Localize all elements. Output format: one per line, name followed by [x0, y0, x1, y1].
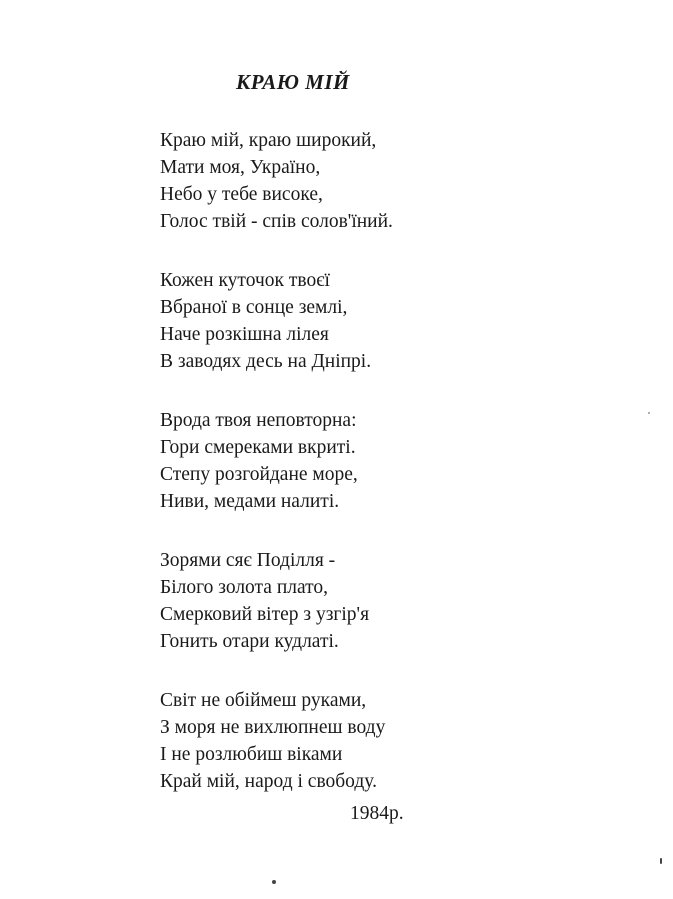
- scan-speck: [272, 880, 276, 884]
- poem-date: 1984р.: [350, 803, 404, 824]
- stanza-3: [160, 407, 580, 515]
- poem-line: Голос твій - спів солов'їний.: [160, 211, 393, 232]
- scan-speck: [648, 412, 650, 414]
- poem-line: Степу розгойдане море,: [160, 464, 358, 485]
- scan-speck: [660, 858, 662, 864]
- poem-line: Світ не обіймеш руками,: [160, 690, 367, 711]
- poem-line: В заводях десь на Дніпрі.: [160, 351, 372, 372]
- poem-line: Краю мій, краю широкий,: [160, 130, 377, 151]
- poem-line: Вбраної в сонце землі,: [160, 297, 348, 318]
- stanza-1: [160, 127, 580, 235]
- poem-line: Наче розкішна лілея: [160, 324, 329, 345]
- poem-line: Врода твоя неповторна:: [160, 410, 357, 431]
- poem-line: Зорями сяє Поділля -: [160, 550, 336, 571]
- poem-line: Край мій, народ і свободу.: [160, 771, 377, 792]
- poem-line: Білого золота плато,: [160, 577, 329, 598]
- poem-body: [160, 127, 580, 827]
- poem-line: Небо у тебе високе,: [160, 184, 323, 205]
- poem-line: З моря не вихлюпнеш воду: [160, 717, 386, 738]
- poem-line: Ниви, медами налиті.: [160, 491, 340, 512]
- poem-line: Кожен куточок твоєї: [160, 270, 330, 291]
- poem-title: КРАЮ МІЙ: [236, 70, 350, 94]
- poem-line: Гори смереками вкриті.: [160, 437, 356, 458]
- stanza-4: [160, 547, 580, 655]
- stanza-5: [160, 687, 580, 795]
- poem-line: Смерковий вітер з узгір'я: [160, 604, 370, 625]
- poem-line: Мати моя, Україно,: [160, 157, 321, 178]
- poem-line: І не розлюбиш віками: [160, 744, 343, 765]
- stanza-2: [160, 267, 580, 375]
- poem-line: Гонить отари кудлаті.: [160, 631, 339, 652]
